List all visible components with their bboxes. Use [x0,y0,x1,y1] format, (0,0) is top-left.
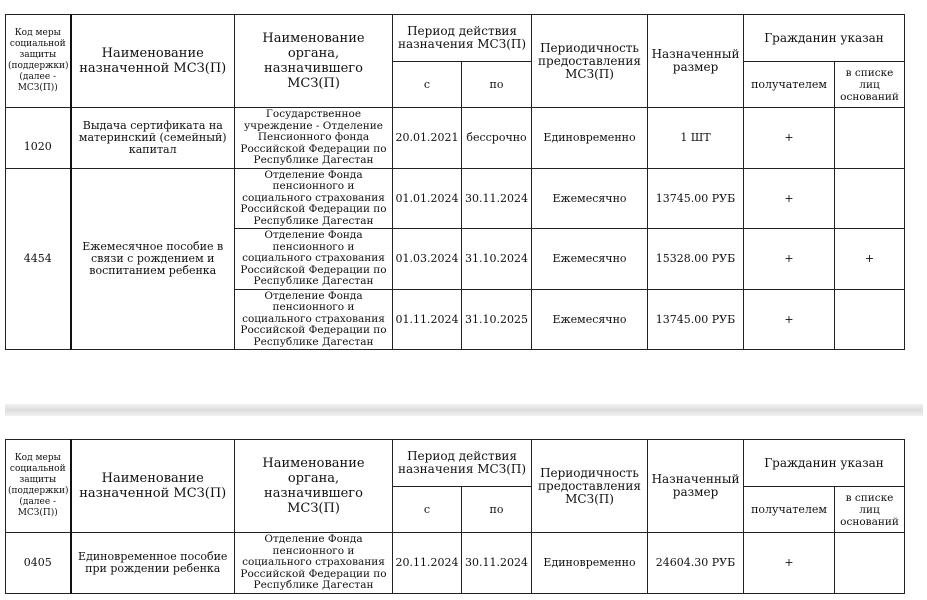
frequency: Ежемесячно [532,169,648,229]
assigned-size: 15328.00 РУБ [648,229,744,290]
header-period-from: с [393,487,462,533]
assigned-size: 13745.00 РУБ [648,290,744,350]
assigned-size: 1 ШТ [648,108,744,169]
in-list-mark [835,108,905,169]
header-code: Код меры социальной защиты (поддержки) (далее - МСЗ(П)) [6,15,71,108]
measures-table-1 [5,14,905,350]
organ-name: Отделение Фонда пенсионного и социального страхования Российской Федерации по Республике Дагестан [235,169,393,229]
frequency: Единовременно [532,533,648,594]
measure-code: 4454 [6,169,71,350]
frequency: Ежемесячно [532,229,648,290]
period-to: бессрочно [462,108,532,169]
assigned-size: 13745.00 РУБ [648,169,744,229]
in-list-mark [835,169,905,229]
header-name: Наименование назначенной МСЗ(П) [71,440,235,533]
organ-name: Отделение Фонда пенсионного и социального страхования Российской Федерации по Республике Дагестан [235,229,393,290]
in-list-mark [835,290,905,350]
organ-name: Государственное учреждение - Отделение Пенсионного фонда Российской Федерации по Республике Дагестан [235,108,393,169]
period-to: 31.10.2025 [462,290,532,350]
recipient-mark: + [744,229,835,290]
header-recipient: получателем [744,62,835,108]
organ-name: Отделение Фонда пенсионного и социального страхования Российской Федерации по Республике Дагестан [235,290,393,350]
measure-code: 0405 [6,533,71,594]
header-citizen: Гражданин указан [744,440,905,487]
frequency: Единовременно [532,108,648,169]
measures-table-2 [5,439,905,594]
header-size: Назначенный размер [648,15,744,108]
header-recipient: получателем [744,487,835,533]
header-period-to: по [462,62,532,108]
organ-name: Отделение Фонда пенсионного и социального страхования Российской Федерации по Республике Дагестан [235,533,393,594]
table-row [6,108,905,169]
header-period: Период действия назначения МСЗ(П) [393,440,532,487]
measure-name: Ежемесячное пособие в связи с рождением и воспитанием ребенка [71,169,235,350]
header-in-list: в списке лиц оснований [835,487,905,533]
header-frequency: Периодичность предоставления МСЗ(П) [532,15,648,108]
in-list-mark: + [835,229,905,290]
period-to: 30.11.2024 [462,169,532,229]
header-period: Период действия назначения МСЗ(П) [393,15,532,62]
header-code: Код меры социальной защиты (поддержки) (далее - МСЗ(П)) [6,440,71,533]
header-frequency: Периодичность предоставления МСЗ(П) [532,440,648,533]
header-citizen: Гражданин указан [744,15,905,62]
table-row [6,533,905,594]
section-separator [5,404,923,416]
assigned-size: 24604.30 РУБ [648,533,744,594]
recipient-mark: + [744,290,835,350]
period-from: 01.03.2024 [393,229,462,290]
header-organ: Наименование органа, назначившего МСЗ(П) [235,15,393,108]
measure-name: Единовременное пособие при рождении ребенка [71,533,235,594]
period-from: 20.01.2021 [393,108,462,169]
recipient-mark: + [744,108,835,169]
recipient-mark: + [744,533,835,594]
in-list-mark [835,533,905,594]
table-row [6,169,905,229]
recipient-mark: + [744,169,835,229]
header-size: Назначенный размер [648,440,744,533]
header-period-from: с [393,62,462,108]
measure-name: Выдача сертификата на материнский (семейный) капитал [71,108,235,169]
frequency: Ежемесячно [532,290,648,350]
period-to: 30.11.2024 [462,533,532,594]
measure-code: 1020 [6,108,71,169]
header-name: Наименование назначенной МСЗ(П) [71,15,235,108]
period-from: 01.01.2024 [393,169,462,229]
header-period-to: по [462,487,532,533]
period-to: 31.10.2024 [462,229,532,290]
period-from: 20.11.2024 [393,533,462,594]
header-in-list: в списке лиц оснований [835,62,905,108]
period-from: 01.11.2024 [393,290,462,350]
header-organ: Наименование органа, назначившего МСЗ(П) [235,440,393,533]
